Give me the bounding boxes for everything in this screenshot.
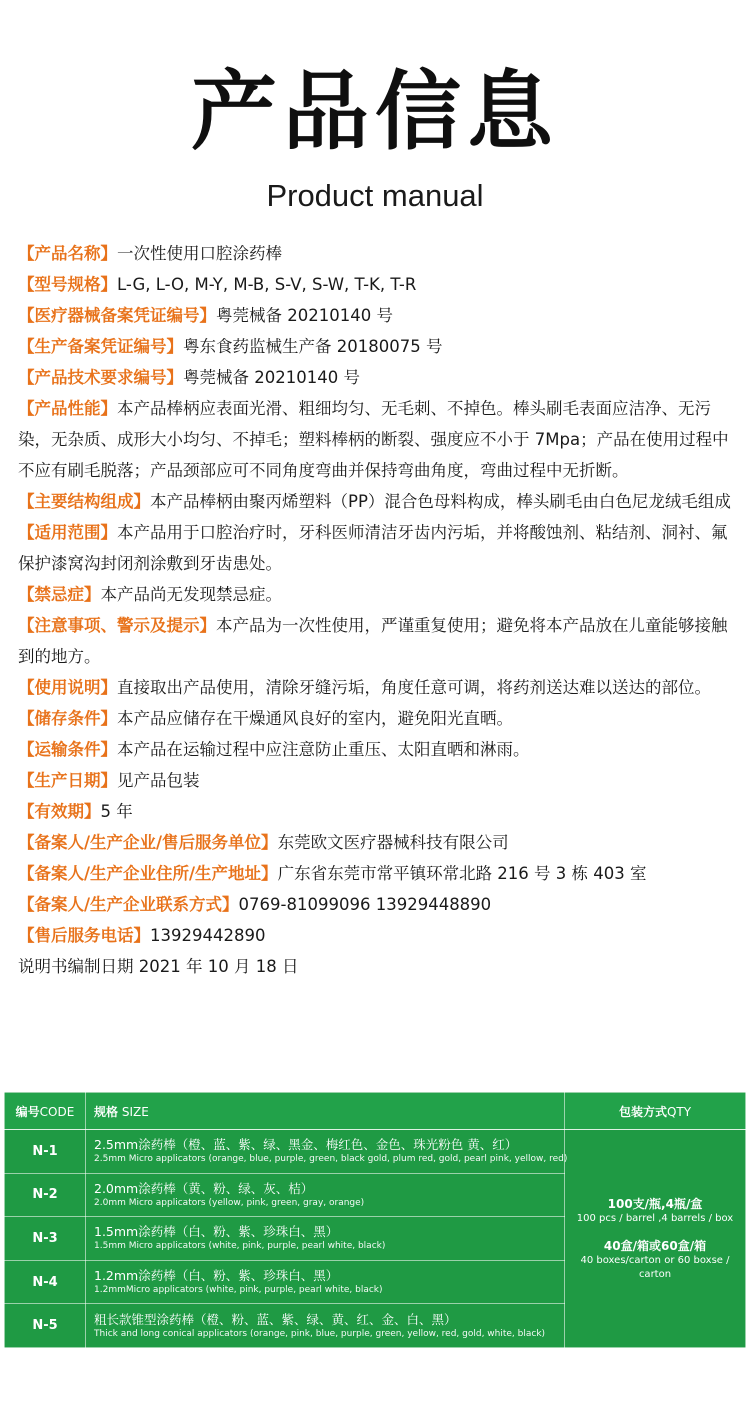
row-size — [86, 1217, 565, 1261]
row-size-cn: 2.0mm涂药棒（黄、粉、绿、灰、桔） — [94, 1180, 314, 1196]
spec-value: 13929442890 — [150, 926, 266, 945]
header-qty-cn: 包装方式 — [618, 1104, 667, 1119]
spec-value: 粤东食药监械生产备 20180075 号 — [183, 337, 443, 356]
spec-table — [4, 1092, 746, 1348]
spec-label: 【使用说明】 — [18, 678, 117, 697]
spec-label: 【产品技术要求编号】 — [18, 368, 183, 387]
compile-date-note: 说明书编制日期 2021 年 10 月 18 日 — [18, 957, 299, 976]
row-size — [86, 1130, 568, 1174]
table-row — [5, 1130, 746, 1174]
qty-line-3: 40盒/箱或60盒/箱 — [603, 1238, 707, 1253]
spec-item-structure — [18, 486, 740, 517]
qty-cell — [565, 1130, 746, 1348]
header-size-cn: 规格 — [94, 1104, 119, 1119]
spec-value: 5 年 — [100, 802, 133, 821]
spec-value: 粤莞械备 20210140 号 — [183, 368, 360, 387]
header-code-en: CODE — [39, 1104, 75, 1119]
spec-label: 【储存条件】 — [18, 709, 117, 728]
row-code: N-3 — [5, 1217, 86, 1261]
spec-item-transport — [18, 734, 740, 765]
row-size-en: 2.0mm Micro applicators (yellow, pink, green, gray, orange) — [94, 1197, 365, 1208]
product-table — [4, 1092, 746, 1348]
row-code: N-5 — [5, 1304, 86, 1348]
page-title: 产品信息 — [191, 62, 559, 162]
header-code-cn: 编号 — [15, 1104, 40, 1119]
row-size — [86, 1173, 565, 1217]
qty-line-1: 100支/瓶,4瓶/盒 — [607, 1196, 703, 1211]
spec-item-warnings — [18, 610, 740, 672]
spec-label: 【有效期】 — [18, 802, 101, 821]
spec-label: 【生产备案凭证编号】 — [18, 337, 183, 356]
spec-item-service-phone — [18, 920, 740, 951]
spec-value: 0769-81099096 13929448890 — [238, 895, 492, 914]
spec-label: 【禁忌症】 — [18, 585, 101, 604]
table-header-row — [5, 1093, 746, 1130]
spec-item-model — [18, 269, 740, 300]
spec-value: 本产品为一次性使用，严谨重复使用；避免将本产品放在儿童能够接触到的地方。 — [18, 616, 728, 666]
spec-value: 直接取出产品使用，清除牙缝污垢，角度任意可调，将药剂送达难以送达的部位。 — [117, 678, 711, 697]
header-code — [5, 1093, 86, 1130]
row-size-en: 1.2mmMicro applicators (white, pink, purple, pearl white, black) — [94, 1285, 383, 1296]
spec-item-tech-requirement — [18, 362, 740, 393]
row-size-cn: 2.5mm涂药棒（橙、蓝、紫、绿、黑金、梅红色、金色、珠光粉色 黄、红） — [94, 1137, 518, 1153]
spec-item-address — [18, 858, 740, 889]
qty-line-2: 100 pcs / barrel ,4 barrels / box — [576, 1212, 734, 1224]
spec-item-contact — [18, 889, 740, 920]
row-size-cn: 1.5mm涂药棒（白、粉、紫、珍珠白、黑） — [94, 1224, 339, 1240]
spec-value: 本产品应储存在干燥通风良好的室内，避免阳光直晒。 — [117, 709, 513, 728]
spec-value: 见产品包装 — [117, 771, 200, 790]
spec-item-instructions — [18, 672, 740, 703]
row-code: N-4 — [5, 1260, 86, 1304]
row-size-en: 2.5mm Micro applicators (orange, blue, purple, green, black gold, plum red, gold, pearl pink, yellow, red) — [94, 1154, 568, 1165]
spec-value: 本产品在运输过程中应注意防止重压、太阳直晒和淋雨。 — [117, 740, 530, 759]
spec-label: 【售后服务电话】 — [18, 926, 150, 945]
header-size — [86, 1093, 565, 1130]
spec-value: 一次性使用口腔涂药棒 — [117, 244, 282, 263]
spec-label: 【型号规格】 — [18, 275, 117, 294]
spec-item-registration — [18, 300, 740, 331]
spec-item-company — [18, 827, 740, 858]
spec-value: 本产品棒柄应表面光滑、粗细均匀、无毛刺、不掉色。棒头刷毛表面应洁净、无污染，无杂质、成形大小均匀、不掉毛；塑料棒柄的断裂、强度应不小于 7Mpa；产品在使用过程中不应有刷毛脱落；产品颈部应可不同角度弯曲并保持弯曲角度，弯曲过程中无折断。 — [18, 399, 729, 480]
spec-value: 本产品棒柄由聚丙烯塑料（PP）混合色母料构成，棒头刷毛由白色尼龙绒毛组成 — [150, 492, 731, 511]
spec-list — [18, 238, 740, 982]
spec-item-scope — [18, 517, 740, 579]
spec-item-validity — [18, 796, 740, 827]
spec-label: 【产品性能】 — [18, 399, 117, 418]
row-size-en: Thick and long conical applicators (orange, pink, blue, purple, green, yellow, red, gold, white, black) — [94, 1328, 546, 1339]
spec-item-production-record — [18, 331, 740, 362]
spec-item-name — [18, 238, 740, 269]
row-size — [86, 1260, 565, 1304]
header-qty — [565, 1093, 746, 1130]
row-size — [86, 1304, 565, 1348]
spec-label: 【运输条件】 — [18, 740, 117, 759]
row-code: N-1 — [5, 1130, 86, 1174]
spec-label: 【生产日期】 — [18, 771, 117, 790]
spec-value: 东莞欧文医疗器械科技有限公司 — [277, 833, 509, 852]
spec-label: 【适用范围】 — [18, 523, 117, 542]
spec-value: 粤莞械备 20210140 号 — [216, 306, 393, 325]
spec-label: 【医疗器械备案凭证编号】 — [18, 306, 216, 325]
spec-value: L-G, L-O, M-Y, M-B, S-V, S-W, T-K, T-R — [117, 275, 417, 294]
spec-value: 本产品用于口腔治疗时，牙科医师清洁牙齿内污垢，并将酸蚀剂、粘结剂、洞衬、氟保护漆窝沟封闭剂涂敷到牙齿患处。 — [18, 523, 728, 573]
page-subtitle: Product manual — [266, 178, 484, 213]
spec-value: 本产品尚无发现禁忌症。 — [100, 585, 282, 604]
spec-label: 【备案人/生产企业联系方式】 — [18, 895, 239, 914]
spec-item-contraindications — [18, 579, 740, 610]
row-size-en: 1.5mm Micro applicators (white, pink, purple, pearl white, black) — [94, 1241, 386, 1252]
spec-label: 【产品名称】 — [18, 244, 117, 263]
row-code: N-2 — [5, 1173, 86, 1217]
header-size-en: SIZE — [121, 1104, 149, 1119]
spec-label: 【备案人/生产企业/售后服务单位】 — [18, 833, 278, 852]
spec-item-performance — [18, 393, 740, 486]
qty-line-4: 40 boxes/carton or 60 boxse / carton — [580, 1254, 730, 1280]
spec-label: 【注意事项、警示及提示】 — [18, 616, 216, 635]
spec-label: 【主要结构组成】 — [18, 492, 150, 511]
spec-item-production-date — [18, 765, 740, 796]
header-qty-en: QTY — [666, 1104, 692, 1119]
spec-item-storage — [18, 703, 740, 734]
row-size-cn: 粗长款锥型涂药棒（橙、粉、蓝、紫、绿、黄、红、金、白、黑） — [94, 1311, 457, 1327]
spec-value: 广东省东莞市常平镇环常北路 216 号 3 栋 403 室 — [277, 864, 647, 883]
spec-label: 【备案人/生产企业住所/生产地址】 — [18, 864, 278, 883]
row-size-cn: 1.2mm涂药棒（白、粉、紫、珍珠白、黑） — [94, 1268, 339, 1284]
